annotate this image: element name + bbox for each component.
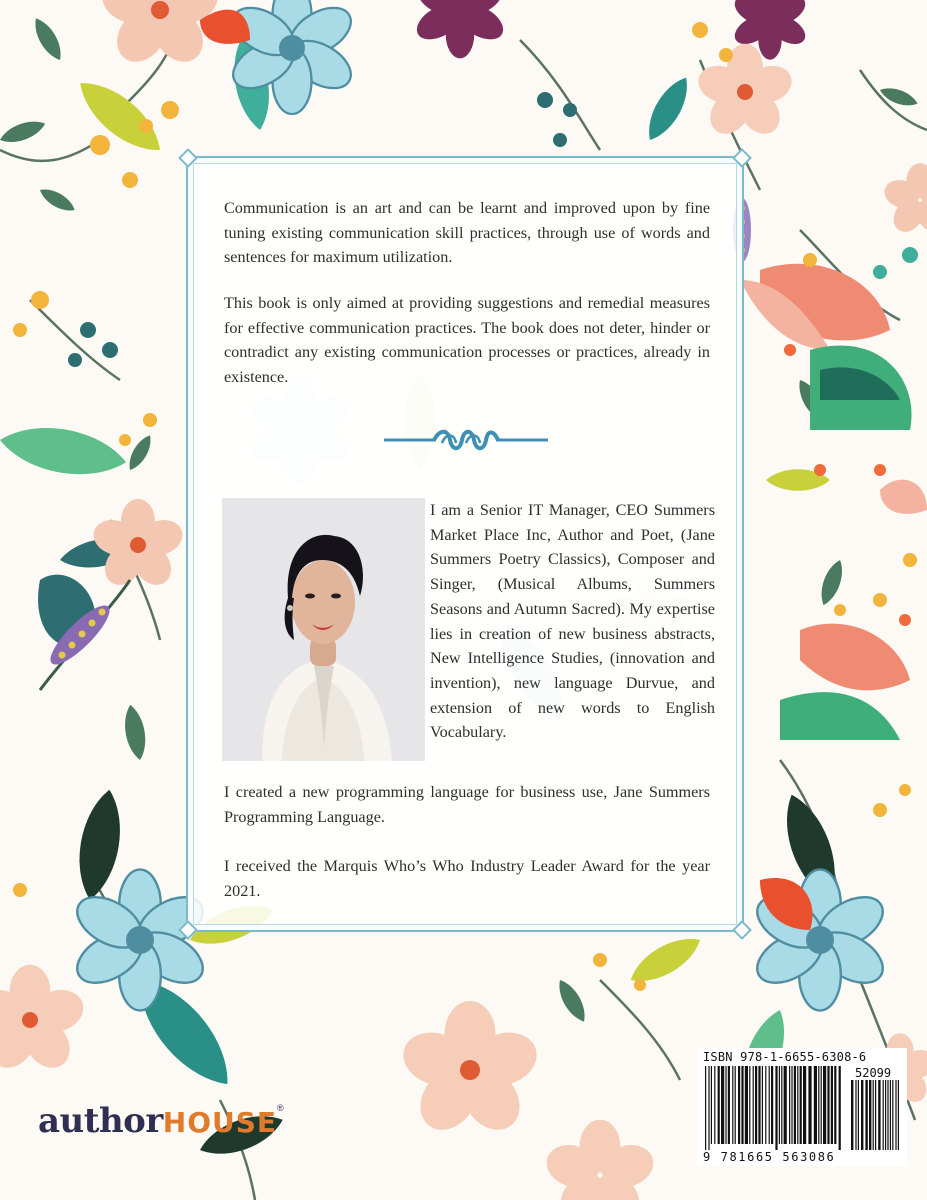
- barcode-bar: [797, 1066, 798, 1144]
- author-award: I received the Marquis Who’s Who Industry Leader Award for the year 2021.: [224, 857, 710, 900]
- barcode-bar: [771, 1066, 773, 1144]
- price-code: 52099: [855, 1066, 892, 1080]
- barcode-bar: [814, 1066, 817, 1144]
- barcode-bar: [741, 1066, 743, 1144]
- barcode-bar: [831, 1066, 833, 1144]
- barcode-bar: [714, 1066, 715, 1144]
- blurb-paragraph: Communication is an art and can be learnt and improved upon by fine tuning existing communication skill practices, through use of words and sentences for maximum utilization.: [224, 199, 710, 267]
- barcode-bar: [890, 1080, 891, 1150]
- barcode-bar: [732, 1066, 733, 1144]
- barcode-bar: [762, 1066, 763, 1144]
- barcode-bar: [895, 1080, 896, 1150]
- barcode-bar: [818, 1066, 819, 1144]
- publisher-logo-house: HOUSE: [162, 1106, 278, 1139]
- barcode-bar: [721, 1066, 724, 1144]
- barcode-bar: [858, 1080, 859, 1150]
- barcode-bar: [769, 1066, 770, 1144]
- barcode-bar: [753, 1066, 754, 1144]
- barcode-bars-icon: [705, 1066, 901, 1150]
- barcode-bar: [865, 1080, 867, 1150]
- barcode-bar: [883, 1080, 884, 1150]
- author-bio: I am a Senior IT Manager, CEO Summers Market Place Inc, Author and Poet, (Jane Summers Poetry Classics), Composer and Singer, (Musical Albums, Summers Seasons and Autumn Sacred). My expertise lies in creation of new business abstracts, New Intelligence Studies, (innovation and invention), new language Durvue, and extension of new words to English Vocabulary.: [430, 501, 715, 742]
- barcode-bar: [749, 1066, 750, 1144]
- isbn-barcode: [697, 1048, 907, 1166]
- barcode-bar: [885, 1080, 886, 1150]
- barcode-bar: [827, 1066, 829, 1144]
- barcode-bar: [873, 1080, 874, 1150]
- barcode-bar: [708, 1066, 709, 1150]
- barcode-bar: [834, 1066, 836, 1144]
- barcode-bar: [861, 1080, 863, 1150]
- barcode-bar: [789, 1066, 790, 1144]
- barcode-bar: [808, 1066, 811, 1144]
- author-photo: [222, 498, 425, 761]
- barcode-bar: [892, 1080, 893, 1150]
- barcode-bar: [745, 1066, 748, 1144]
- isbn-number: ISBN 978-1-6655-6308-6: [703, 1050, 867, 1064]
- flourish-divider-icon: [384, 427, 548, 453]
- barcode-bar: [800, 1066, 802, 1144]
- barcode-bar: [755, 1066, 757, 1144]
- blurb-paragraph: This book is only aimed at providing suggestions and remedial measures for effective communication practices. The book does not deter, hinder or contradict any existing communication processes or practices, already in existence.: [224, 294, 710, 386]
- barcode-bar: [765, 1066, 766, 1144]
- author-achievement: I created a new programming language for business use, Jane Summers Programming Language.: [224, 783, 710, 826]
- barcode-bar: [779, 1066, 780, 1144]
- barcode-bar: [781, 1066, 782, 1144]
- barcode-bar: [823, 1066, 826, 1144]
- text-panel: [186, 156, 744, 932]
- barcode-bar: [784, 1066, 787, 1144]
- barcode-bar: [791, 1066, 792, 1144]
- barcode-bar: [705, 1066, 706, 1150]
- barcode-bar: [803, 1066, 806, 1144]
- barcode-bar: [794, 1066, 796, 1144]
- barcode-bar: [738, 1066, 740, 1144]
- barcode-bar: [725, 1066, 726, 1144]
- barcode-bar: [711, 1066, 712, 1144]
- barcode-bar: [821, 1066, 822, 1144]
- barcode-bar: [775, 1066, 777, 1150]
- barcode-bar: [735, 1066, 736, 1144]
- publisher-logo-author: author: [38, 1101, 163, 1141]
- registered-mark: ®: [277, 1103, 284, 1113]
- barcode-bar: [851, 1080, 853, 1150]
- barcode-bar: [869, 1080, 871, 1150]
- barcode-bar: [875, 1080, 876, 1150]
- barcode-bar: [898, 1080, 899, 1150]
- barcode-bar: [758, 1066, 760, 1144]
- barcode-bar: [728, 1066, 730, 1144]
- barcode-bar: [718, 1066, 720, 1144]
- barcode-bar: [887, 1080, 888, 1150]
- ean-digits: 9 781665 563086: [703, 1150, 836, 1164]
- barcode-bar: [855, 1080, 856, 1150]
- publisher-logo: [38, 1098, 284, 1144]
- barcode-bar: [839, 1066, 841, 1150]
- barcode-bar: [878, 1080, 880, 1150]
